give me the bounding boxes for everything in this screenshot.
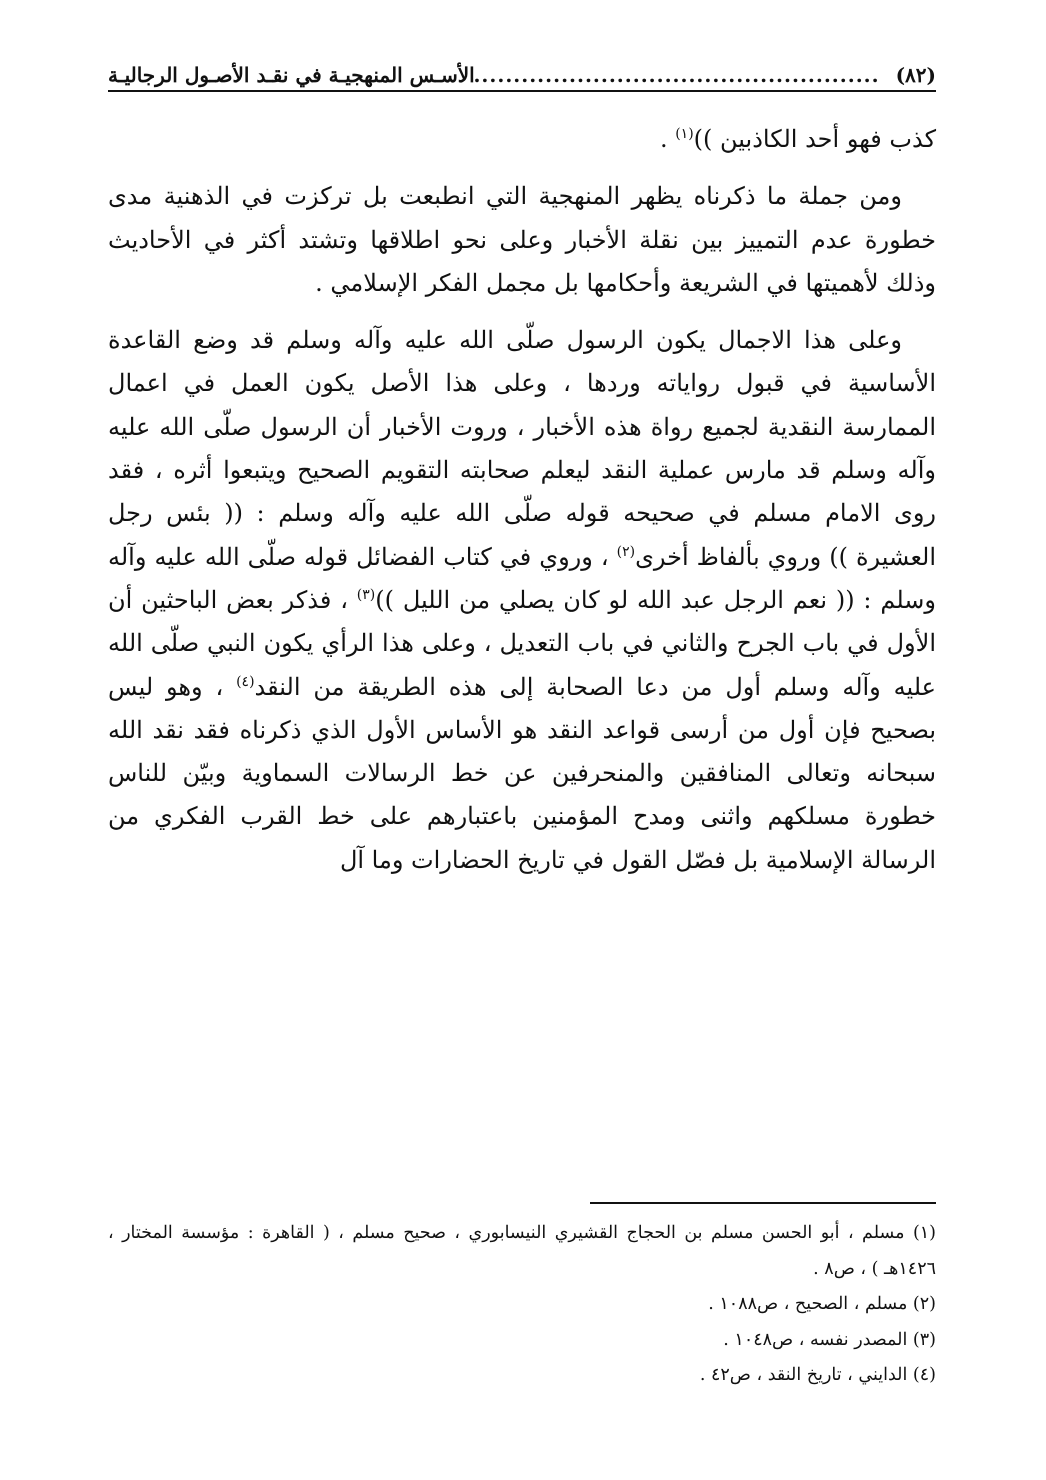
paragraph-text: وعلى هذا الاجمال يكون الرسول صلّى الله عليه وآله وسلم قد وضع القاعدة الأساسية في قبول رواياته وردها ، وعلى هذا الأصل يكون العمل في اعمال الممارسة النقدية لجميع رواة هذه الأخبار ، وروت الأخبار أن الرسول صلّى الله عليه وآله وسلم قد مارس عملية النقد ليعلم صحابته التقويم الصحيح ويتبعوا أثره ، فقد روى الامام مسلم في صحيحه قوله صلّى الله عليه وآله وسلم : (( بئس رجل العشيرة )) وروي بألفاظ أخرى	[108, 326, 937, 571]
footnotes	[108, 1216, 936, 1394]
footnote-1: (١) مسلم ، أبو الحسن مسلم بن الحجاج القشيري النيسابوري ، صحيح مسلم ، ( القاهرة : مؤسسة المختار ، ١٤٢٦هـ ) ، ص٨ .	[108, 1223, 936, 1279]
footnote-ref-3[interactable]: (٣)	[356, 586, 376, 603]
paragraph-continued	[108, 118, 936, 161]
footnote-2: (٢) مسلم ، الصحيح ، ص١٠٨٨ .	[708, 1294, 936, 1314]
header-leader-dots	[475, 60, 880, 90]
running-header	[108, 48, 936, 92]
paragraph: ومن جملة ما ذكرناه يظهر المنهجية التي انطبعت بل تركزت في الذهنية مدى خطورة عدم التمييز بين نقلة الأخبار وعلى نحو اطلاقها وتشتد أكثر في الأحاديث وذلك لأهميتها في الشريعة وأحكامها بل مجمل الفكر الإسلامي .	[108, 182, 936, 297]
footnote-4: (٤) الدايني ، تاريخ النقد ، ص٤٢ .	[699, 1365, 936, 1385]
paragraph	[108, 319, 936, 882]
main-text	[108, 118, 936, 882]
running-title: الأسـس المنهجيـة في نقـد الأصـول الرجاليـة	[108, 63, 475, 87]
paragraph-text: .	[659, 125, 676, 153]
paragraph-text: ، وهو ليس بصحيح فإن أول من أرسى قواعد النقد هو الأساس الأول الذي ذكرناه فقد نقد الله سبحانه وتعالى المنافقين والمنحرفين عن خط الرسالات السماوية وبيّن للناس خطورة مسلكهم واثنى ومدح المؤمنين باعتبارهم على خط القرب الفكري من الرسالة الإسلامية بل فصّل القول في تاريخ الحضارات وما آل	[108, 672, 936, 874]
footnote-ref-2[interactable]: (٢)	[616, 543, 636, 560]
paragraph-text: كذب فهو أحد الكاذبين ))	[693, 125, 936, 153]
paragraph-text: ، فذكر بعض الباحثين أن الأول في باب الجرح والثاني في باب التعديل ، وعلى هذا الرأي يكون النبي صلّى الله عليه وآله وسلم أول من دعا الصحابة إلى هذه الطريقة من النقد	[108, 585, 936, 701]
footnote-ref-4[interactable]: (٤)	[236, 673, 255, 690]
footnote-ref-1[interactable]: (١)	[675, 126, 694, 142]
page-number: (٨٢)	[895, 63, 936, 87]
footnote-separator	[590, 1202, 936, 1204]
paragraph-text: ، وروي في كتاب الفضائل قوله صلّى الله عليه وآله وسلم : (( نعم الرجل عبد الله لو كان يصلي من الليل ))	[108, 542, 936, 614]
footnote-3: (٣) المصدر نفسه ، ص١٠٤٨ .	[723, 1329, 936, 1350]
